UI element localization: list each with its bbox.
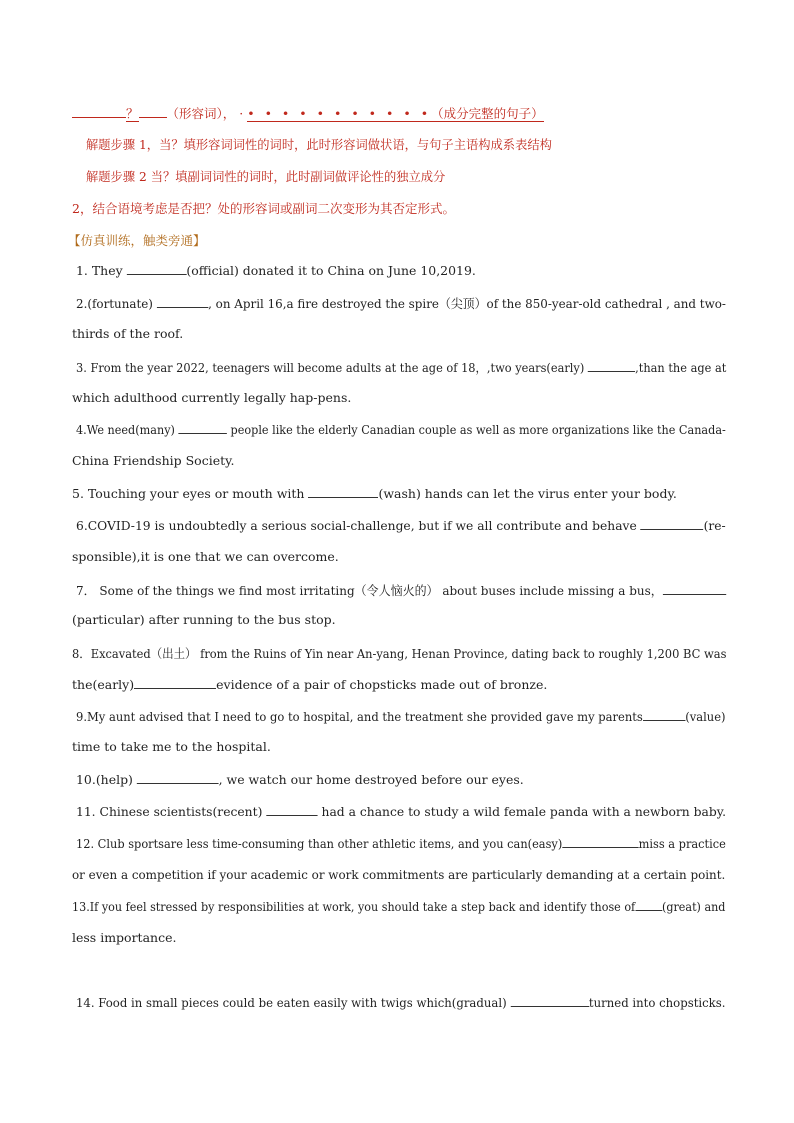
exercise-text: ,than the age at <box>635 360 727 375</box>
exercise-3 <box>76 358 727 376</box>
header-rule-line <box>72 104 724 122</box>
exercise-11 <box>76 803 727 819</box>
answer-blank <box>308 485 378 498</box>
exercise-text: 2.(fortunate) <box>76 296 157 311</box>
answer-blank <box>635 898 662 911</box>
exercise-text: (great) and <box>661 899 726 914</box>
exercise-10 <box>76 771 726 787</box>
exercise-8: 8．Excavated（出土） from the Ruins of Yin near An-yang, Henan Province, dating back to roughly 1,200 BC was <box>72 646 727 661</box>
exercise-text: people like the elderly Canadian couple as well as more organizations like the Canada- <box>226 422 726 437</box>
exercise-text: 9.My aunt advised that I need to go to hospital, and the treatment she provided gave my parents <box>76 709 643 724</box>
sentence-dots: • • • • • • • • • • • <box>247 106 432 121</box>
exercise-2 <box>76 294 726 312</box>
exercise-text: 7． Some of the things we find most irritating（令人恼火的） about buses include missing a bus， <box>76 583 663 598</box>
exercise-14 <box>76 994 726 1010</box>
answer-blank <box>643 708 685 721</box>
exercise-text: 14. Food in small pieces could be eaten easily with twigs which(gradual) <box>76 995 511 1010</box>
exercise-text: , we watch our home destroyed before our eyes. <box>218 772 524 787</box>
exercise-12 <box>76 835 726 851</box>
answer-blank <box>72 105 126 118</box>
answer-blank <box>178 421 226 434</box>
exercise-text: 13.If you feel stressed by responsibilities at work, you should take a step back and identify those of <box>72 899 636 914</box>
exercise-13 <box>72 898 726 914</box>
exercise-12-cont: or even a competition if your academic or work commitments are particularly demanding at a certain point. <box>72 867 726 882</box>
exercise-text: turned into chopsticks. <box>588 995 726 1010</box>
exercise-text: evidence of a pair of chopsticks made out of bronze. <box>216 677 548 692</box>
exercise-text: 3. From the year 2022, teenagers will become adults at the age of 18，,two years(early) <box>76 360 588 375</box>
exercise-text: had a chance to study a wild female panda with a newborn baby. <box>317 804 727 819</box>
exercise-text: 12. Club sportsare less time-consuming than other athletic items, and you can(easy) <box>76 836 563 851</box>
exercise-text: 1. They <box>76 263 127 278</box>
exercise-4 <box>76 421 726 437</box>
exercise-text: (wash) hands can let the virus enter your body. <box>378 486 677 501</box>
answer-blank <box>641 517 704 530</box>
question-mark: ？ <box>126 106 139 121</box>
dot-lead: · <box>239 106 244 121</box>
exercise-text: 4.We need(many) <box>76 422 179 437</box>
answer-blank <box>137 771 219 784</box>
exercise-13-cont: less importance. <box>72 930 177 945</box>
exercise-3-cont: which adulthood currently legally hap-pens. <box>72 390 352 405</box>
step-1: 解题步骤 1，当？填形容词词性的词时，此时形容词做状语，与句子主语构成系表结构 <box>86 137 552 152</box>
exercise-6-cont: sponsible),it is one that we can overcome. <box>72 549 339 564</box>
exercise-5 <box>72 485 724 501</box>
sentence-label: （成分完整的句子） <box>431 106 544 121</box>
exercise-1 <box>76 262 726 278</box>
answer-blank <box>157 295 208 308</box>
exercise-text: (official) donated it to China on June 10,2019. <box>186 263 476 278</box>
exercise-text: 11. Chinese scientists(recent) <box>76 804 267 819</box>
rule-2: 2，结合语境考虑是否把？处的形容词或副词二次变形为其否定形式。 <box>72 201 455 216</box>
answer-blank <box>139 105 167 118</box>
exercise-7 <box>76 581 701 599</box>
exercise-2-cont: thirds of the roof. <box>72 326 184 341</box>
answer-blank <box>266 803 317 816</box>
exercise-text: 6.COVID-19 is undoubtedly a serious social-challenge, but if we all contribute and behave <box>76 518 641 533</box>
answer-blank <box>127 262 187 275</box>
exercise-text: the(early) <box>72 677 135 692</box>
exercise-text: 5. Touching your eyes or mouth with <box>72 486 309 501</box>
exercise-9 <box>76 708 726 724</box>
exercise-7-cont: (particular) after running to the bus stop. <box>72 612 336 627</box>
exercise-text: (re- <box>703 518 726 533</box>
answer-blank <box>588 359 635 372</box>
answer-blank <box>562 835 638 848</box>
exercise-8-cont <box>72 676 724 692</box>
adjective-label: （形容词）， <box>166 106 236 121</box>
exercise-text: miss a practice <box>638 836 726 851</box>
answer-blank <box>134 676 216 689</box>
exercise-text: (value) <box>685 709 726 724</box>
exercise-4-cont: China Friendship Society. <box>72 453 235 468</box>
step-2: 解题步骤 2 当？填副词词性的词时，此时副词做评论性的独立成分 <box>86 169 446 184</box>
answer-blank <box>510 994 589 1007</box>
exercise-text: , on April 16,a fire destroyed the spire（尖顶）of the 850-year-old cathedral , and two- <box>208 296 726 311</box>
section-title: 【仿真训练，触类旁通】 <box>68 233 206 248</box>
exercise-9-cont: time to take me to the hospital. <box>72 739 271 754</box>
exercise-6 <box>76 517 726 533</box>
exercise-text: 10.(help) <box>76 772 137 787</box>
answer-blank <box>663 582 726 595</box>
